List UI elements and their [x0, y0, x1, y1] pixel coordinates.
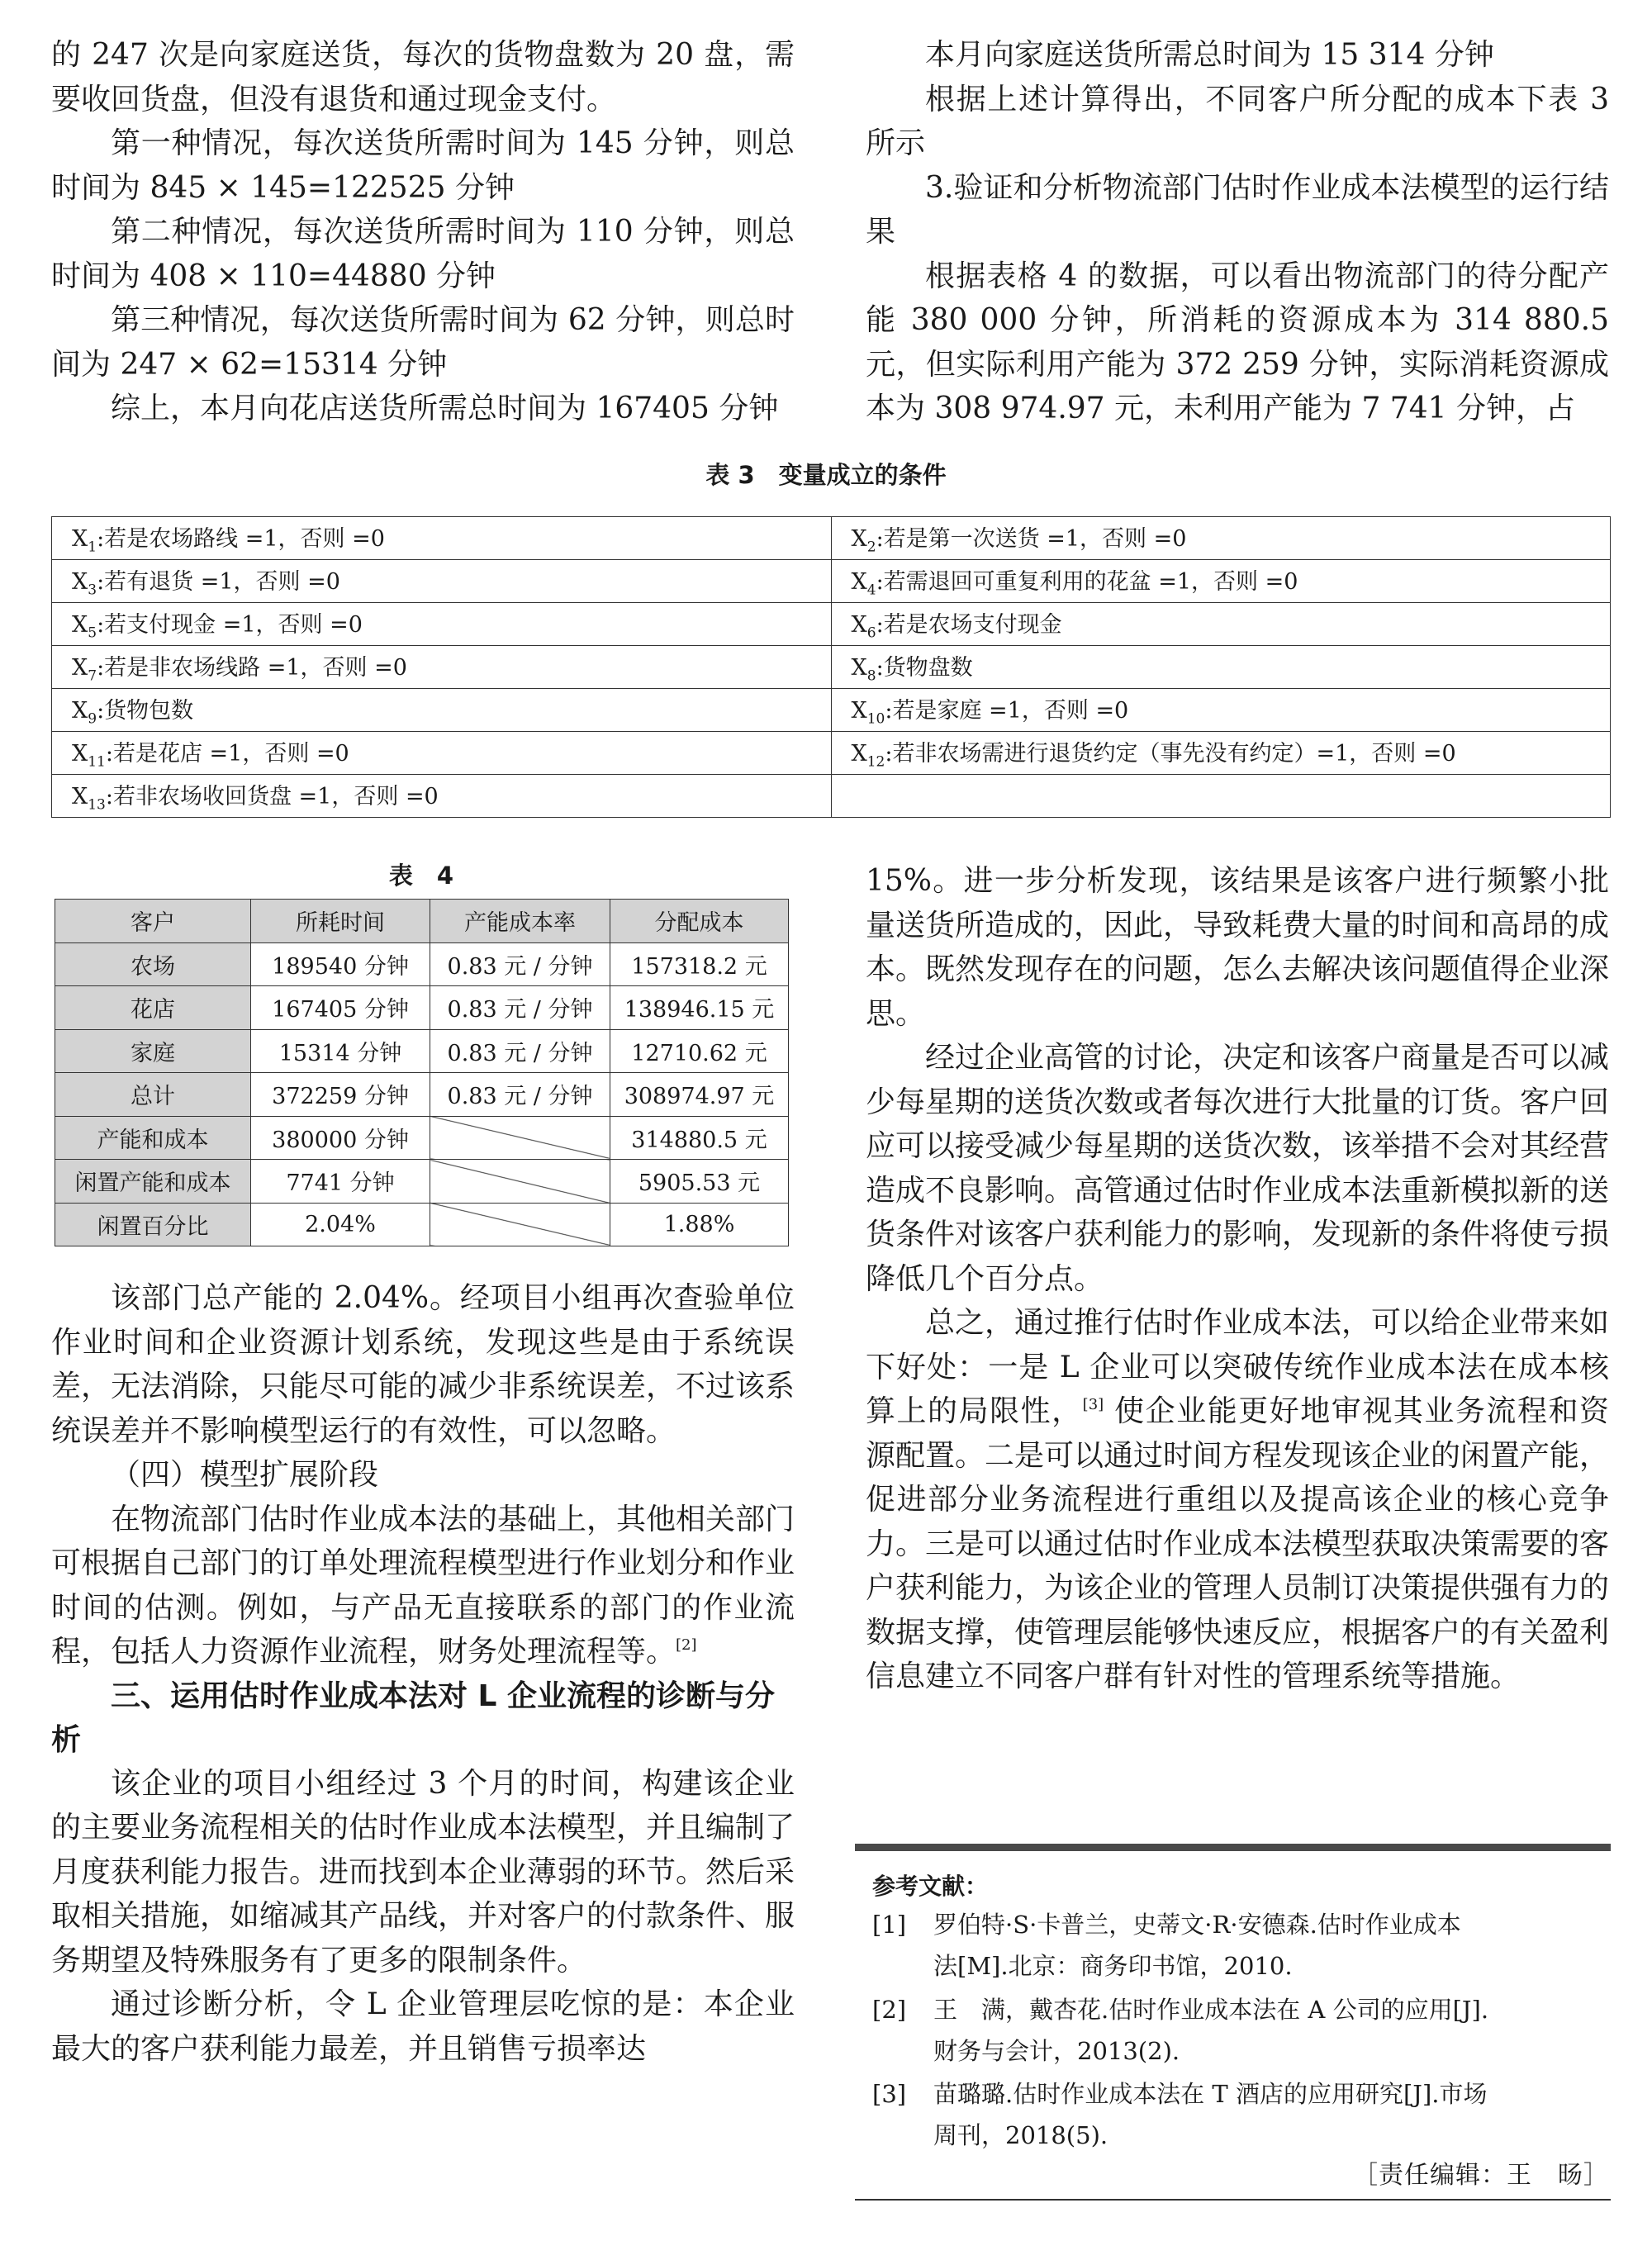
table-cell	[831, 603, 1611, 646]
condition-text: :货物盘数	[876, 655, 973, 681]
variable-subscript: 13	[88, 796, 106, 814]
paragraph-text: 在物流部门估时作业成本法的基础上，其他相关部门可根据自己部门的订单处理流程模型进行作业划分和作业时间的估测。例如，与产品无直接联系的部门的作业流程，包括人力资源作业流程，财务处理流程等。	[51, 1502, 795, 1669]
table-row	[55, 1073, 789, 1117]
paragraph: 第二种情况，每次送货所需时间为 110 分钟，则总时间为 408 × 110=44880 分钟	[51, 215, 795, 293]
condition-text: :若非农场需进行退货约定（事先没有约定）=1，否则 =0	[885, 741, 1456, 767]
table-cell	[52, 560, 832, 603]
diagonal-empty-cell	[430, 1203, 610, 1246]
table-cell	[52, 517, 832, 560]
variable-subscript: 3	[88, 582, 97, 599]
table-cell: 0.83 元 / 分钟	[430, 986, 610, 1030]
section-heading: 三、运用估时作业成本法对 L 企业流程的诊断与分析	[51, 1678, 776, 1757]
variable-subscript: 6	[866, 624, 876, 642]
table-cell: 5905.53 元	[610, 1160, 789, 1204]
paragraph: 经过企业高管的讨论，决定和该客户商量是否可以减少每星期的送货次数或者每次进行大批量的订货。客户回应可以接受减少每星期的送货次数，该举措不会对其经营造成不良影响。高管通过估时作业成本法重新模拟新的送货条件对该客户获利能力的影响，发现新的条件将使亏损降低几个百分点。	[866, 1041, 1610, 1296]
table-cell	[52, 646, 832, 689]
variable-name: X	[851, 741, 867, 767]
condition-text: :若是非农场线路 =1，否则 =0	[97, 655, 407, 681]
citation: [2]	[676, 1636, 697, 1654]
paragraph-text: 总之，通过推行估时作业成本法，可以给企业带来如下好处：一是 L 企业可以突破传统作业成本法在成本核算上的局限性，	[866, 1306, 1610, 1428]
table-cell	[831, 646, 1611, 689]
table-cell: 0.83 元 / 分钟	[430, 1073, 610, 1117]
table-row	[52, 603, 1611, 646]
table-cell: 产能和成本	[55, 1116, 251, 1160]
table-cell: 138946.15 元	[610, 986, 789, 1030]
table-cell: 372259 分钟	[251, 1073, 430, 1117]
paragraph: 15%。进一步分析发现，该结果是该客户进行频繁小批量送货所造成的，因此，导致耗费大量的时间和高昂的成本。既然发现存在的问题，怎么去解决该问题值得企业深思。	[866, 864, 1610, 1031]
table-cell	[831, 732, 1611, 775]
table-cell: 花店	[55, 986, 251, 1030]
reference-text: 王 满，戴杏花.估时作业成本法在 A 公司的应用[J].	[933, 1996, 1489, 2024]
reference-number: [1]	[872, 1911, 907, 1939]
table-cell: 1.88%	[610, 1203, 789, 1246]
condition-text: :若有退货 =1，否则 =0	[97, 569, 340, 596]
paragraph-text: 使企业能更好地审视其业务流程和资源配置。二是可以通过时间方程发现该企业的闲置产能，促进部分业务流程进行重组以及提高该企业的核心竞争力。三是可以通过估时作业成本法模型获取决策需要的客户获利能力，为该企业的管理人员制订决策提供强有力的数据支撑，使管理层能够快速反应，根据客户的有关盈利信息建立不同客户群有针对性的管理系统等措施。	[866, 1394, 1610, 1693]
variable-subscript: 9	[88, 710, 97, 728]
table-row	[52, 732, 1611, 775]
subsection-heading: （四）模型扩展阶段	[111, 1458, 379, 1492]
variable-name: X	[72, 698, 88, 724]
condition-text: :若支付现金 =1，否则 =0	[97, 612, 363, 639]
variable-name: X	[72, 784, 88, 810]
table-row	[55, 1160, 789, 1204]
variable-subscript: 12	[866, 753, 885, 771]
diagonal-empty-cell	[430, 1116, 610, 1160]
top-right-column	[866, 33, 1609, 431]
variable-name: X	[851, 526, 867, 553]
paragraph: 综上，本月向花店送货所需总时间为 167405 分钟	[111, 392, 779, 425]
table-cell	[831, 775, 1611, 818]
paragraph: 该企业的项目小组经过 3 个月的时间，构建该企业的主要业务流程相关的估时作业成本法模型，并且编制了月度获利能力报告。进而找到本企业薄弱的环节。然后采取相关措施，如缩减其产品线，并对客户的付款条件、服务期望及特殊服务有了更多的限制条件。	[51, 1766, 795, 1977]
reference-line: 周刊，2018(5).	[933, 2121, 1108, 2149]
editor-note: ［责任编辑：王 旸］	[1353, 2161, 1609, 2190]
table-cell: 0.83 元 / 分钟	[430, 942, 610, 986]
footer-rule	[855, 2199, 1611, 2201]
reference-text: 苗璐璐.估时作业成本法在 T 酒店的应用研究[J].市场	[933, 2080, 1488, 2108]
table-cell: 12710.62 元	[610, 1029, 789, 1073]
table-row	[55, 1203, 789, 1246]
variable-subscript: 1	[88, 539, 97, 556]
table-row	[55, 942, 789, 986]
paragraph	[866, 1301, 1609, 1699]
table-cell: 2.04%	[251, 1203, 430, 1246]
variable-subscript: 2	[866, 539, 876, 556]
paragraph: 该部门总产能的 2.04%。经项目小组再次查验单位作业时间和企业资源计划系统，发现这些是由于系统误差，无法消除，只能尽可能的减少非系统误差，不过该系统误差并不影响模型运行的有效性，可以忽略。	[51, 1281, 795, 1448]
table-cell: 15314 分钟	[251, 1029, 430, 1073]
paragraph: 第一种情况，每次送货所需时间为 145 分钟，则总时间为 845 × 145=122525 分钟	[51, 126, 795, 205]
reference-line	[872, 1904, 1599, 1945]
table3-caption: 表 3 变量成立的条件	[705, 461, 947, 489]
reference-line	[872, 1989, 1599, 2030]
condition-text: :若需退回可重复利用的花盆 =1，否则 =0	[876, 569, 1298, 596]
table-row	[55, 986, 789, 1030]
table-cell: 7741 分钟	[251, 1160, 430, 1204]
variable-name: X	[72, 741, 88, 767]
table-row	[52, 646, 1611, 689]
table-cell	[52, 775, 832, 818]
table4-header-row	[55, 900, 789, 943]
paragraph: 本月向家庭送货所需总时间为 15 314 分钟	[925, 38, 1494, 72]
condition-text: :货物包数	[97, 698, 194, 724]
bottom-right-column	[866, 859, 1609, 1699]
column-header: 产能成本率	[430, 900, 610, 943]
paragraph	[51, 1498, 795, 1674]
column-header: 所耗时间	[251, 900, 430, 943]
paragraph: 通过诊断分析，令 L 企业管理层吃惊的是：本企业最大的客户获利能力最差，并且销售亏损率达	[51, 1987, 795, 2066]
paragraph: 第三种情况，每次送货所需时间为 62 分钟，则总时间为 247 × 62=15314 分钟	[51, 303, 795, 382]
variable-name: X	[72, 655, 88, 681]
table-cell	[52, 732, 832, 775]
table-cell: 总计	[55, 1073, 251, 1117]
table-cell: 闲置百分比	[55, 1203, 251, 1246]
variable-name: X	[851, 612, 867, 639]
variable-subscript: 7	[88, 667, 97, 685]
table-row	[55, 1029, 789, 1073]
variable-name: X	[851, 698, 867, 724]
table-cell	[831, 560, 1611, 603]
variable-name: X	[72, 526, 88, 553]
paragraph: 根据上述计算得出，不同客户所分配的成本下表 3 所示	[866, 82, 1609, 160]
variable-name: X	[72, 569, 88, 596]
table-cell: 167405 分钟	[251, 986, 430, 1030]
diagonal-empty-cell	[430, 1160, 610, 1204]
reference-line	[872, 2073, 1599, 2115]
condition-text: :若非农场收回货盘 =1，否则 =0	[105, 784, 439, 810]
table-row	[55, 1116, 789, 1160]
reference-number: [3]	[872, 2080, 907, 2108]
variable-subscript: 5	[88, 624, 97, 642]
table-cell: 189540 分钟	[251, 942, 430, 986]
table-row	[52, 517, 1611, 560]
table-cell	[52, 689, 832, 732]
variable-subscript: 8	[866, 667, 876, 685]
table-cell: 闲置产能和成本	[55, 1160, 251, 1204]
reference-number: [2]	[872, 1996, 907, 2024]
table-row	[52, 560, 1611, 603]
reference-line: 财务与会计，2013(2).	[933, 2037, 1180, 2065]
table-cell: 314880.5 元	[610, 1116, 789, 1160]
top-left-column	[51, 33, 795, 431]
variable-name: X	[72, 612, 88, 639]
table-cell: 0.83 元 / 分钟	[430, 1029, 610, 1073]
paragraph: 根据表格 4 的数据，可以看出物流部门的待分配产能 380 000 分钟，所消耗的资源成本为 314 880.5 元，但实际利用产能为 372 259 分钟，实际消耗资源成本为 308 974.97 元，未利用产能为 7 741 分钟，占	[866, 259, 1609, 425]
variable-subscript: 11	[88, 753, 106, 771]
reference-text: 罗伯特·S·卡普兰，史蒂文·R·安德森.估时作业成本	[933, 1911, 1461, 1939]
condition-text: :若是农场支付现金	[876, 612, 1062, 639]
table3	[51, 516, 1611, 818]
reference-line: 法[M].北京：商务印书馆，2010.	[933, 1952, 1293, 1980]
table-row	[52, 775, 1611, 818]
table-cell: 308974.97 元	[610, 1073, 789, 1117]
condition-text: :若是家庭 =1，否则 =0	[885, 698, 1129, 724]
variable-name: X	[851, 569, 867, 596]
variable-name: X	[851, 655, 867, 681]
paragraph: 3.验证和分析物流部门估时作业成本法模型的运行结果	[866, 170, 1609, 249]
table-cell: 380000 分钟	[251, 1116, 430, 1160]
citation: [3]	[1082, 1396, 1104, 1413]
table-cell	[52, 603, 832, 646]
table4-caption: 表 4	[388, 862, 454, 890]
reference-item	[872, 1904, 1599, 1987]
table-cell: 157318.2 元	[610, 942, 789, 986]
variable-subscript: 10	[866, 710, 885, 728]
table-cell	[831, 517, 1611, 560]
table-cell: 农场	[55, 942, 251, 986]
reference-item	[872, 2073, 1599, 2156]
references-title: 参考文献：	[872, 1873, 989, 1900]
condition-text: :若是花店 =1，否则 =0	[105, 741, 349, 767]
variable-subscript: 4	[866, 582, 876, 599]
reference-item	[872, 1989, 1599, 2072]
bottom-left-column	[51, 1276, 795, 2071]
table-cell	[831, 689, 1611, 732]
condition-text: :若是第一次送货 =1，否则 =0	[876, 526, 1187, 553]
column-header: 客户	[55, 900, 251, 943]
table-cell: 家庭	[55, 1029, 251, 1073]
table-row	[52, 689, 1611, 732]
column-header: 分配成本	[610, 900, 789, 943]
condition-text: :若是农场路线 =1，否则 =0	[97, 526, 385, 553]
paragraph: 的 247 次是向家庭送货，每次的货物盘数为 20 盘，需要收回货盘，但没有退货和通过现金支付。	[51, 38, 795, 116]
table4	[55, 899, 789, 1246]
references-top-rule	[855, 1844, 1611, 1851]
